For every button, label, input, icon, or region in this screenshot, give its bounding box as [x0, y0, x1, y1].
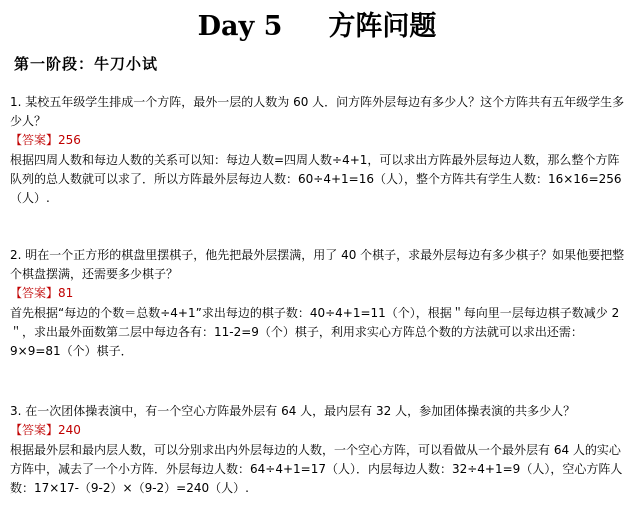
title-day: Day 5 — [197, 11, 283, 42]
question-block — [10, 93, 626, 208]
answer-value: 81 — [58, 286, 74, 300]
section-heading: 第一阶段：牛刀小试 — [14, 55, 159, 73]
answer-tag: 【答案】 — [10, 286, 59, 300]
solution-text: 根据最外层和最内层人数，可以分别求出内外层每边的人数，一个空心方阵，可以看做从一个最外层有 64 人的实心方阵中，减去了一个小方阵．外层每边人数：64÷4+1=17（人）．内层每边人数：32÷4+1=9（人），空心方阵人数：17×17-（9-2）×（9-2）=240（人）. — [10, 443, 623, 495]
title-topic: 方阵问题 — [328, 11, 437, 42]
page-title — [0, 8, 634, 46]
solution-text: 首先根据“每边的个数＝总数÷4+1”求出每边的棋子数：40÷4+1=11（个），根据＂每向里一层每边棋子数减少 2＂，求出最外面数第二层中每边各有：11-2=9（个）棋子，利用求实心方阵总个数的方法就可以求出还需：9×9=81（个）棋子． — [10, 306, 620, 358]
answer-tag: 【答案】 — [10, 133, 59, 147]
answer-line — [10, 284, 626, 303]
answer-line — [10, 131, 626, 150]
question-text: 3. 在一次团体操表演中，有一个空心方阵最外层有 64 人，最内层有 32 人，参加团体操表演的共多少人？ — [10, 404, 576, 418]
question-block — [10, 402, 626, 498]
answer-value: 240 — [58, 423, 81, 437]
answer-line — [10, 421, 626, 440]
answer-tag: 【答案】 — [10, 423, 59, 437]
question-text: 1. 某校五年级学生排成一个方阵，最外一层的人数为 60 人．问方阵外层每边有多少人？这个方阵共有五年级学生多少人？ — [10, 95, 625, 128]
solution-text: 根据四周人数和每边人数的关系可以知：每边人数=四周人数÷4+1，可以求出方阵最外层每边人数，那么整个方阵队列的总人数就可以求了．所以方阵最外层每边人数：60÷4+1=16（人），整个方阵共有学生人数：16×16=256（人）. — [10, 153, 622, 205]
answer-value: 256 — [58, 133, 81, 147]
question-block — [10, 246, 626, 361]
question-text: 2. 明在一个正方形的棋盘里摆棋子，他先把最外层摆满，用了 40 个棋子，求最外层每边有多少棋子？如果他要把整个棋盘摆满，还需要多少棋子？ — [10, 248, 625, 281]
